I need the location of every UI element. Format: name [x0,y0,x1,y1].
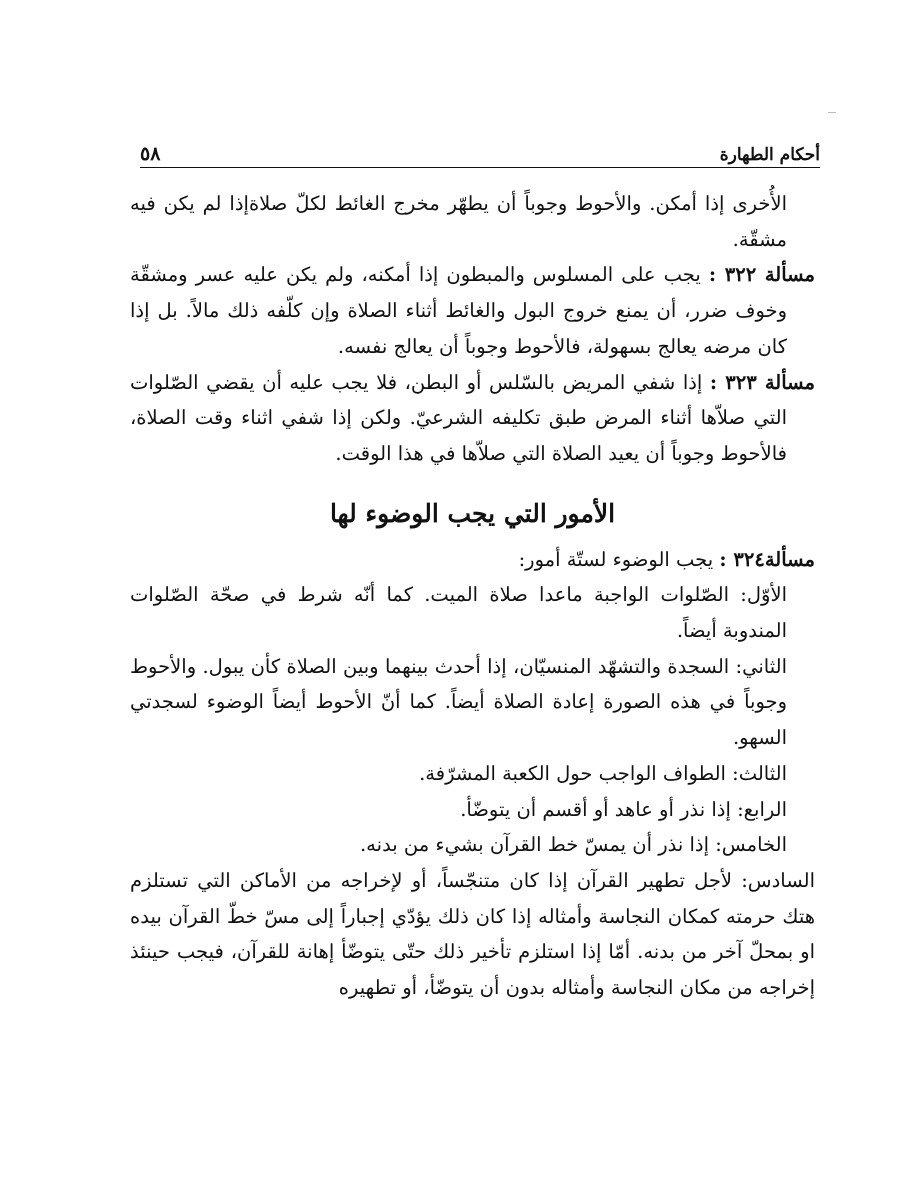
paragraph-continuation: الأُخرى إذا أمكن. والأحوط وجوباً أن يطهّر مخرج الغائط لكلّ صلاةإذا لم يكن فيه مشقّة. [130,192,787,251]
issue-label: مسألة ٣٢٢ : [708,263,816,287]
issue-text: يجب على المسلوس والمبطون إذا أمكنه، ولم يكن عليه عسر ومشقّة وخوف ضرر، أن يمنع خروج البول والغائط أثناء الصلاة وإن كلّفه ذلك مالاً. بل إذا كان مرضه يعالج بسهولة، فالأحوط وجوباً أن يعالج نفسه. [130,263,787,358]
issue-322 [130,257,815,364]
issue-label: مسألة ٣٢٣ : [709,370,815,394]
header-rule [140,167,820,168]
chapter-title: أحكام الطهارة [719,145,820,165]
running-header [140,135,820,165]
list-item-first: الأوّل: الصّلوات الواجبة ماعدا صلاة الميت. كما أنّه شرط في صحّة الصّلوات المندوبة أيضاً. [130,583,787,643]
list-item-third: الثالث: الطواف الواجب حول الكعبة المشرّفة. [419,761,787,785]
issue-text: إذا شفي المريض بالسّلس أو البطن، فلا يجب عليه أن يقضي الصّلوات التي صلاّها أثناء المرض طبق تكليفه الشرعيّ. ولكن إذا شفي اثناء وقت الصلاة، فالأحوط وجوباً أن يعيد الصلاة التي صلاّها في هذا الوقت. [130,370,787,465]
section-heading: الأمور التي يجب الوضوء لها [329,498,616,528]
issue-323 [130,365,815,472]
margin-mark [828,112,836,113]
page-body [130,186,815,1006]
list-item-second: الثاني: السجدة والتشهّد المنسيّان، إذا أحدث بينهما وبين الصلاة كأن يبول. والأحوط وجوباً في هذه الصورة إعادة الصلاة أيضاً. كما أنّ الأحوط أيضاً الوضوء لسجدتي السهو. [130,654,787,750]
page-number: ٥٨ [140,143,161,165]
list-item-sixth: السادس: لأجل تطهير القرآن إذا كان متنجّساً، أو لإخراجه من الأماكن التي تستلزم هتك حرمته كمكان النجاسة وأمثاله إذا كان ذلك يؤدّي إجباراً إلى مسّ خطّ القرآن بيده او بمحلّ آخر من بدنه. أمّا إذا استلزم تأخير ذلك حتّى يتوضّأ إهانة للقرآن، فيجب حينئذ إخراجه من مكان النجاسة وأمثاله بدون أن يتوضّأ، أو تطهيره [130,868,815,1000]
issue-324 [130,542,815,578]
issue-text: يجب الوضوء لستّة أمور: [518,547,714,571]
list-item-fourth: الرابع: إذا نذر أو عاهد أو أقسم أن يتوضّأ. [460,797,787,821]
issue-label: مسألة٣٢٤ : [719,547,815,571]
list-item-fifth: الخامس: إذا نذر أن يمسّ خط القرآن بشيء من بدنه. [359,833,787,857]
